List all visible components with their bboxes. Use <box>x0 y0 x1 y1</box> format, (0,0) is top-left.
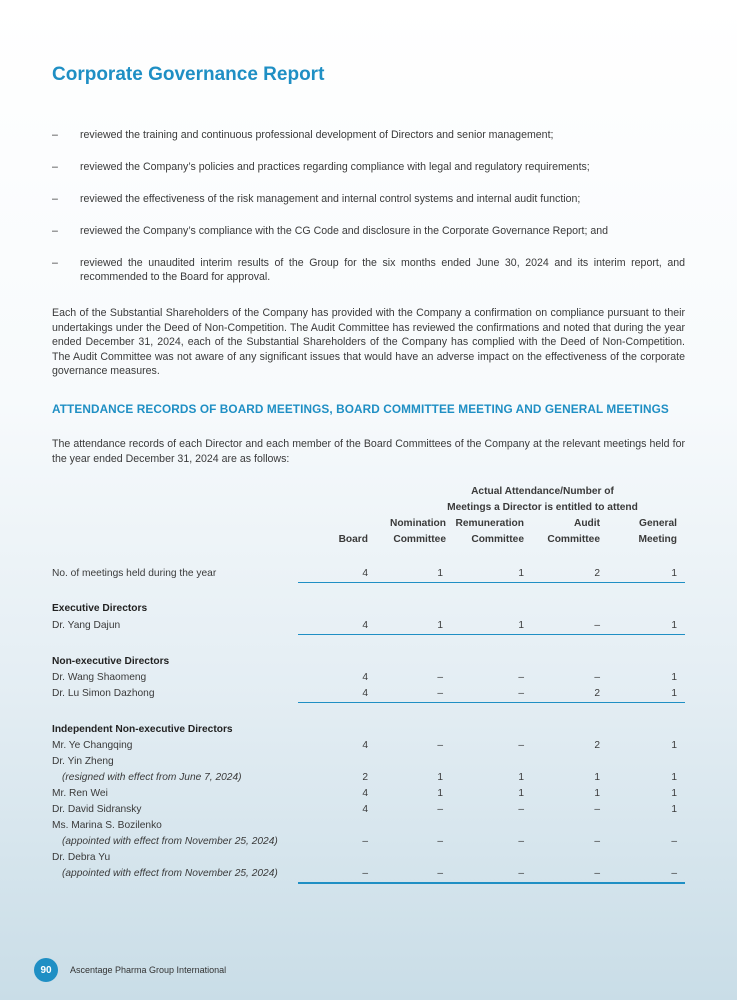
cell-nomination: – <box>437 672 443 683</box>
page-number: 90 <box>34 958 58 982</box>
cell-nomination: 1 <box>437 772 443 783</box>
non-competition-paragraph: Each of the Substantial Shareholders of the Company has provided with the Company a confirmation on compliance pursuant to their undertakings under the Deed of Non-Competition. The Audit Committee has reviewed the confirmations and noted that during the year ended December 31, 2024, each of the Substantial Shareholders of the Company has complied with the Deed of Non-Competition. The Audit Committee was not aware of any significant issues that would have an adverse impact on the effectiveness of the corporate governance measures. <box>52 307 685 377</box>
cell-remuneration: – <box>518 836 524 847</box>
bullet-dash: – <box>52 129 58 141</box>
table-rule <box>298 582 685 583</box>
cell-remuneration: – <box>518 740 524 751</box>
bullet-dash: – <box>52 225 58 237</box>
cell-general: 1 <box>671 772 677 783</box>
table-row <box>52 686 685 702</box>
group-heading-row <box>52 654 685 670</box>
page-title: Corporate Governance Report <box>52 64 325 85</box>
table-row <box>52 770 685 786</box>
cell-audit: – <box>594 672 600 683</box>
col-nomination-header-line1: Nomination <box>389 518 446 529</box>
col-general-header-line2: Meeting <box>638 534 677 545</box>
row-label: No. of meetings held during the year <box>52 568 217 579</box>
cell-general: – <box>671 868 677 879</box>
table-rule <box>298 634 685 635</box>
col-audit-header-line2: Committee <box>547 534 600 545</box>
cell-remuneration: – <box>518 804 524 815</box>
section-intro: The attendance records of each Director and each member of the Board Committees of the Company at the relevant meetings held for the year ended December 31, 2024 are as follows: <box>52 438 685 465</box>
group-heading-row <box>52 601 685 617</box>
cell-nomination: – <box>437 804 443 815</box>
bullet-text: reviewed the training and continuous professional development of Directors and senior management; <box>80 129 554 141</box>
bullet-text: reviewed the unaudited interim results of the Group for the six months ended June 30, 2024 and its interim report, and recommended to the Board for approval. <box>80 257 685 283</box>
col-board-header-line2: Board <box>338 534 368 545</box>
table-row <box>52 818 685 834</box>
group-heading: Non-executive Directors <box>52 656 170 667</box>
cell-nomination: – <box>437 740 443 751</box>
cell-audit: 2 <box>594 568 600 579</box>
cell-nomination: 1 <box>437 620 443 631</box>
col-general-header-line1: General <box>639 518 677 529</box>
cell-general: 1 <box>671 672 677 683</box>
director-name: Dr. Yin Zheng <box>52 756 114 767</box>
cell-board: 4 <box>362 788 368 799</box>
cell-remuneration: – <box>518 672 524 683</box>
cell-audit: – <box>594 836 600 847</box>
bullet-dash: – <box>52 161 58 173</box>
col-audit-header-line1: Audit <box>573 518 600 529</box>
table-row <box>52 802 685 818</box>
table-row <box>52 834 685 850</box>
table-bottom-rule <box>298 882 685 884</box>
table-row <box>52 866 685 882</box>
director-name: Mr. Ren Wei <box>52 788 108 799</box>
cell-nomination: 1 <box>437 788 443 799</box>
bullet-item <box>52 160 685 174</box>
table-row <box>52 670 685 686</box>
cell-remuneration: 1 <box>518 568 524 579</box>
cell-remuneration: 1 <box>518 788 524 799</box>
page-footer <box>34 958 226 982</box>
cell-general: 1 <box>671 688 677 699</box>
cell-board: 4 <box>362 620 368 631</box>
cell-audit: – <box>594 804 600 815</box>
group-heading: Executive Directors <box>52 603 148 614</box>
cell-general: – <box>671 836 677 847</box>
director-note: (appointed with effect from November 25, 2024) <box>62 836 278 847</box>
cell-remuneration: 1 <box>518 772 524 783</box>
director-name: Ms. Marina S. Bozilenko <box>52 820 162 831</box>
company-name: Ascentage Pharma Group International <box>70 965 227 975</box>
bullet-text: reviewed the Company’s policies and practices regarding compliance with legal and regulatory requirements; <box>80 161 590 173</box>
bullet-item <box>52 192 685 206</box>
bullet-text: reviewed the Company’s compliance with the CG Code and disclosure in the Corporate Governance Report; and <box>80 225 609 237</box>
cell-audit: – <box>594 868 600 879</box>
table-rule <box>298 702 685 703</box>
table-row <box>52 738 685 754</box>
table-row <box>52 850 685 866</box>
director-name: Dr. Debra Yu <box>52 852 111 863</box>
cell-board: – <box>362 836 368 847</box>
review-bullet-list <box>52 128 685 302</box>
table-row <box>52 618 685 634</box>
table-span-header-line2: Meetings a Director is entitled to attend <box>447 502 638 513</box>
cell-general: 1 <box>671 804 677 815</box>
meetings-held-row <box>52 566 685 582</box>
cell-nomination: – <box>437 688 443 699</box>
director-name: Dr. Lu Simon Dazhong <box>52 688 155 699</box>
bullet-item <box>52 128 685 142</box>
cell-board: 4 <box>362 568 368 579</box>
cell-audit: 1 <box>594 788 600 799</box>
table-row <box>52 786 685 802</box>
cell-board: – <box>362 868 368 879</box>
bullet-item <box>52 256 685 284</box>
bullet-dash: – <box>52 193 58 205</box>
cell-remuneration: 1 <box>518 620 524 631</box>
director-name: Mr. Ye Changqing <box>52 740 133 751</box>
bullet-item <box>52 224 685 238</box>
cell-board: 4 <box>362 688 368 699</box>
group-heading: Independent Non-executive Directors <box>52 724 233 735</box>
cell-audit: 2 <box>594 688 600 699</box>
cell-board: 4 <box>362 740 368 751</box>
director-note: (appointed with effect from November 25, 2024) <box>62 868 278 879</box>
cell-remuneration: – <box>518 868 524 879</box>
cell-general: 1 <box>671 740 677 751</box>
table-row <box>52 754 685 770</box>
cell-nomination: 1 <box>437 568 443 579</box>
cell-audit: – <box>594 620 600 631</box>
col-nomination-header-line2: Committee <box>393 534 446 545</box>
cell-remuneration: – <box>518 688 524 699</box>
section-heading: ATTENDANCE RECORDS OF BOARD MEETINGS, BOARD COMMITTEE MEETING AND GENERAL MEETINGS <box>52 402 669 416</box>
table-span-header-line1: Actual Attendance/Number of <box>471 486 614 497</box>
col-remuneration-header-line1: Remuneration <box>455 518 524 529</box>
cell-general: 1 <box>671 568 677 579</box>
cell-board: 2 <box>362 772 368 783</box>
cell-board: 4 <box>362 804 368 815</box>
cell-general: 1 <box>671 620 677 631</box>
director-name: Dr. Wang Shaomeng <box>52 672 147 683</box>
cell-nomination: – <box>437 868 443 879</box>
director-note: (resigned with effect from June 7, 2024) <box>62 772 242 783</box>
cell-board: 4 <box>362 672 368 683</box>
col-remuneration-header-line2: Committee <box>471 534 524 545</box>
group-heading-row <box>52 722 685 738</box>
cell-general: 1 <box>671 788 677 799</box>
cell-nomination: – <box>437 836 443 847</box>
bullet-text: reviewed the effectiveness of the risk management and internal control systems and internal audit function; <box>80 193 581 205</box>
cell-audit: 2 <box>594 740 600 751</box>
director-name: Dr. Yang Dajun <box>52 620 121 631</box>
cell-audit: 1 <box>594 772 600 783</box>
bullet-dash: – <box>52 257 58 269</box>
director-name: Dr. David Sidransky <box>52 804 142 815</box>
